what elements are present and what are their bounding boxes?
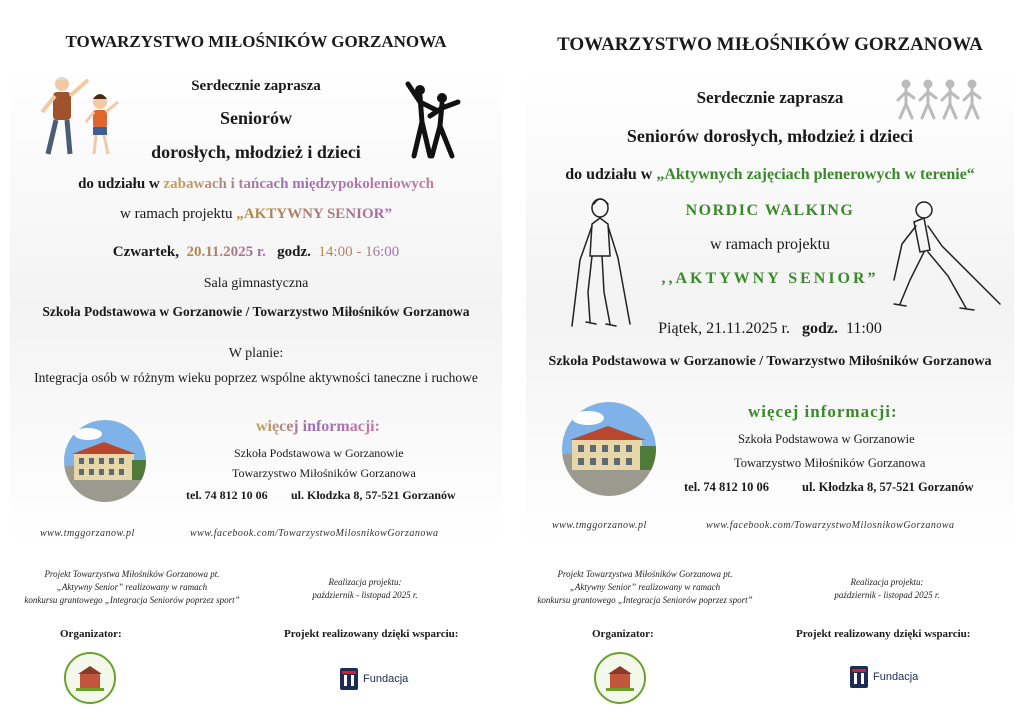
contact-school: Szkoła Podstawowa w Gorzanowie xyxy=(738,432,915,446)
groups-text: Seniorów dorosłych, młodzież i dzieci xyxy=(626,126,914,146)
poster-right xyxy=(516,0,1024,724)
fund-logo xyxy=(850,666,918,688)
fund-name: Fundacja xyxy=(363,673,409,685)
event-time: 14:00 - 16:00 xyxy=(318,244,400,260)
fund-logo-icon xyxy=(850,666,868,688)
plan-label: W planie: xyxy=(228,346,284,361)
footer-project-line2: „Aktywny Senior” realizowany w ramach xyxy=(56,582,208,592)
organizer-label: Organizator: xyxy=(60,628,122,640)
phone: tel. 74 812 10 06 xyxy=(684,480,770,494)
footer-project-line3: konkursu grantowego „Integracja Seniorów poprzez sport” xyxy=(24,595,240,605)
society-logo-badge xyxy=(594,652,646,704)
contact-school: Szkoła Podstawowa w Gorzanowie xyxy=(234,446,404,460)
footer-project-line2: „Aktywny Senior” realizowany w ramach xyxy=(569,582,721,592)
date-line xyxy=(0,244,512,261)
activity-name: NORDIC WALKING xyxy=(685,202,855,219)
footer-project xyxy=(12,568,252,607)
event-date: Piątek, 21.11.2025 r. xyxy=(658,320,790,337)
participation-line xyxy=(0,176,512,193)
support-label: Projekt realizowany dzięki wsparciu: xyxy=(796,628,971,640)
fund-name: Fundacja xyxy=(873,671,919,683)
project-name: ,,AKTYWNY SENIOR” xyxy=(661,270,879,287)
address: ul. Kłodzka 8, 57-521 Gorzanów xyxy=(291,488,456,502)
realization-label: Realizacja projektu: xyxy=(850,577,924,587)
realization-period: październik - listopad 2025 r. xyxy=(312,590,418,600)
project-name: „AKTYWNY SENIOR” xyxy=(236,206,392,222)
org-title: TOWARZYSTWO MIŁOŚNIKÓW GORZANOWA xyxy=(557,34,983,55)
event-date: 20.11.2025 r. xyxy=(186,244,266,260)
footer-project xyxy=(520,568,770,607)
participation-prefix: do udziału w xyxy=(565,166,653,183)
participation-event: zabawach i tańcach międzypokoleniowych xyxy=(163,176,434,192)
project-prefix: w ramach projektu xyxy=(120,206,233,222)
website-link[interactable]: www.tmggorzanow.pl xyxy=(552,520,647,531)
facebook-link[interactable]: www.facebook.com/TowarzystwoMilosnikowGorzanowa xyxy=(706,520,955,531)
footer-realization xyxy=(290,576,440,602)
participation-prefix: do udziału w xyxy=(78,176,160,192)
society-logo-badge xyxy=(64,652,116,704)
school-building-photo xyxy=(562,402,656,496)
realization-label: Realizacja projektu: xyxy=(328,577,402,587)
groups-text: dorosłych, młodzież i dzieci xyxy=(151,142,361,162)
more-info-heading: więcej informacji: xyxy=(748,402,898,421)
man-nordic-walking-sketch xyxy=(890,200,1010,316)
address: ul. Kłodzka 8, 57-521 Gorzanów xyxy=(802,480,974,494)
seniors-text: Seniorów xyxy=(220,108,292,128)
school-building-photo xyxy=(64,420,146,502)
support-label: Projekt realizowany dzięki wsparciu: xyxy=(284,628,459,640)
fund-logo xyxy=(340,668,408,690)
school-org: Szkoła Podstawowa w Gorzanowie / Towarzystwo Miłośników Gorzanowa xyxy=(548,354,992,369)
time-label: godz. xyxy=(277,244,311,260)
org-title: TOWARZYSTWO MIŁOŚNIKÓW GORZANOWA xyxy=(65,32,447,51)
invite-text: Serdecznie zaprasza xyxy=(696,88,844,107)
fund-logo-icon xyxy=(340,668,358,690)
project-prefix: w ramach projektu xyxy=(710,236,830,253)
date-line xyxy=(516,320,1024,338)
participation-event: „Aktywnych zajęciach plenerowych w terenie“ xyxy=(656,166,975,183)
woman-nordic-walking-sketch xyxy=(566,196,638,330)
website-link[interactable]: www.tmggorzanow.pl xyxy=(40,528,135,539)
phone: tel. 74 812 10 06 xyxy=(186,488,268,502)
facebook-link[interactable]: www.facebook.com/TowarzystwoMilosnikowGorzanowa xyxy=(190,528,439,539)
footer-project-line1: Projekt Towarzystwa Miłośników Gorzanowa pt. xyxy=(557,569,733,579)
footer-project-line1: Projekt Towarzystwa Miłośników Gorzanowa pt. xyxy=(44,569,220,579)
venue: Sala gimnastyczna xyxy=(203,276,309,291)
participation-line xyxy=(516,166,1024,184)
event-time: 11:00 xyxy=(845,320,882,337)
day: Czwartek, xyxy=(112,244,179,260)
school-org: Szkoła Podstawowa w Gorzanowie / Towarzystwo Miłośników Gorzanowa xyxy=(42,304,470,319)
organizer-label: Organizator: xyxy=(592,628,654,640)
realization-period: październik - listopad 2025 r. xyxy=(834,590,940,600)
plan-text: Integracja osób w różnym wieku poprzez wspólne aktywności taneczne i ruchowe xyxy=(34,370,478,385)
more-info-heading: więcej informacji: xyxy=(256,418,380,435)
footer-project-line3: konkursu grantowego „Integracja Seniorów poprzez sport” xyxy=(537,595,753,605)
project-line xyxy=(0,206,512,223)
invite-text: Serdecznie zaprasza xyxy=(191,78,321,94)
time-label: godz. xyxy=(801,320,838,337)
contact-society: Towarzystwo Miłośników Gorzanowa xyxy=(232,466,416,480)
footer-realization xyxy=(812,576,962,602)
contact-society: Towarzystwo Miłośników Gorzanowa xyxy=(734,456,926,470)
